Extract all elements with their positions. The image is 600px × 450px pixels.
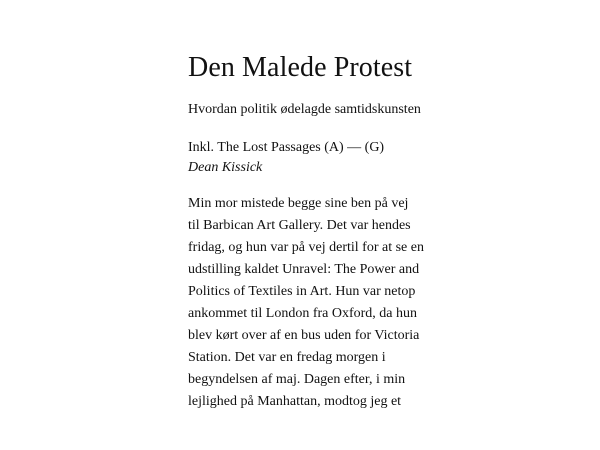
body-line: begyndelsen af maj. Dagen efter, i min [188,372,406,387]
body-line: blev kørt over af en bus uden for Victoria [188,328,420,343]
author-name: Dean Kissick [188,160,263,175]
body-line: ankommet til London fra Oxford, da hun [188,306,418,321]
body-line: til Barbican Art Gallery. Det var hendes [188,218,411,233]
body-text [188,193,438,413]
body-line: udstilling kaldet Unravel: The Power and [188,262,420,277]
page-title: Den Malede Protest [188,52,413,83]
body-line: Min mor mistede begge sine ben på vej [188,196,409,211]
subtitle: Hvordan politik ødelagde samtidskunsten [188,102,421,117]
body-line: Station. Det var en fredag morgen i [188,350,386,365]
inclusion-note: Inkl. The Lost Passages (A) — (G) [188,140,385,155]
body-line: lejlighed på Manhattan, modtog jeg et [188,394,402,409]
book-page [188,50,438,413]
body-line: fridag, og hun var på vej dertil for at se en [188,240,424,255]
body-line: Politics of Textiles in Art. Hun var netop [188,284,416,299]
